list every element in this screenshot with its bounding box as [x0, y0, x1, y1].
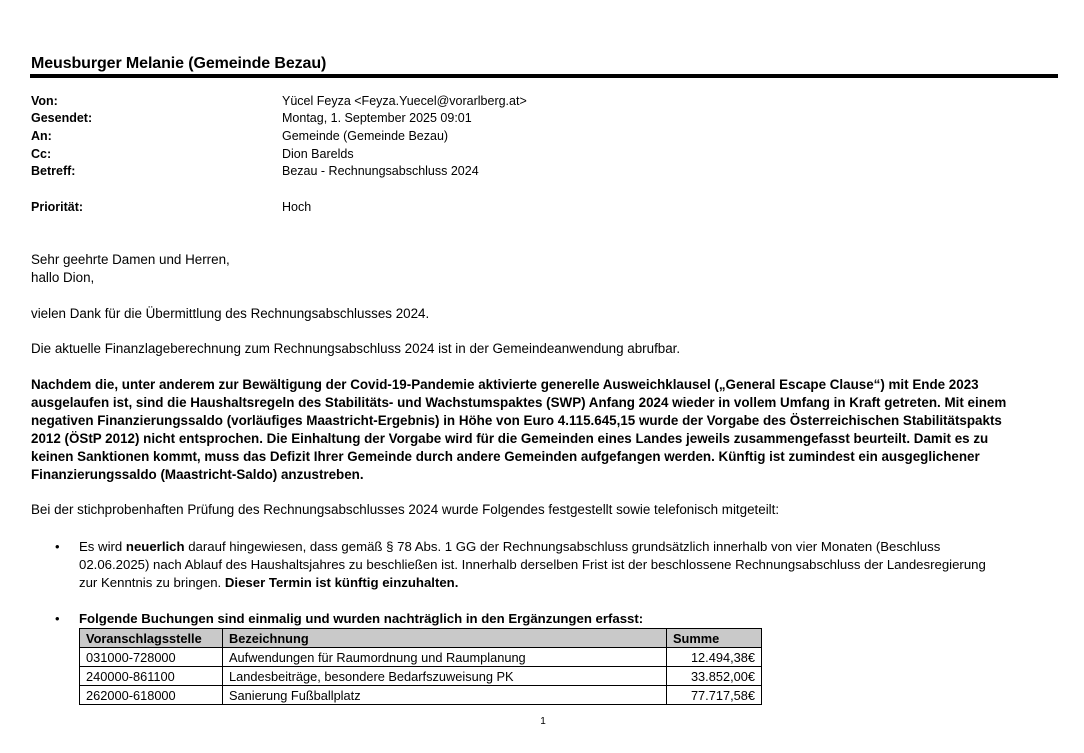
to-value: Gemeinde (Gemeinde Bezau): [282, 129, 449, 143]
table-cell: 262000-618000: [80, 686, 223, 705]
table-cell: Sanierung Fußballplatz: [223, 686, 667, 705]
to-label: An:: [31, 129, 52, 143]
table-row: [80, 667, 762, 686]
cc-label: Cc:: [31, 147, 52, 161]
subject-value: Bezau - Rechnungsabschluss 2024: [282, 164, 479, 178]
table-cell: 12.494,38€: [667, 648, 762, 667]
column-header: Voranschlagsstelle: [80, 629, 223, 648]
from-label: Von:: [31, 94, 58, 108]
table-cell: 240000-861100: [80, 667, 223, 686]
maastricht-line: Finanzierungssaldo (Maastricht-Saldo) anzustreben.: [31, 467, 364, 482]
maastricht-line: negativen Finanzierungssaldo (vorläufiges Maastricht-Ergebnis) in Höhe von Euro 4.115.645,15 wurde der Vorgabe des Österreichischen Stabilitätspakts: [31, 413, 1002, 428]
subject-label: Betreff:: [31, 164, 76, 178]
emphasis-text: neuerlich: [125, 539, 185, 554]
finance-info-paragraph: Die aktuelle Finanzlageberechnung zum Rechnungsabschluss 2024 ist in der Gemeindeanwendung abrufbar.: [31, 341, 681, 356]
bookings-bullet: Folgende Buchungen sind einmalig und wurden nachträglich in den Ergänzungen erfasst:: [79, 611, 644, 626]
bullet-marker: •: [55, 611, 60, 626]
column-header: Bezeichnung: [223, 629, 667, 648]
bookings-table: [79, 628, 762, 705]
table-cell: 77.717,58€: [667, 686, 762, 705]
thanks-paragraph: vielen Dank für die Übermittlung des Rechnungsabschlusses 2024.: [31, 306, 430, 321]
bullet-marker: •: [55, 539, 60, 554]
priority-value: Hoch: [282, 200, 312, 214]
deadline-line-2: 02.06.2025) nach Ablauf des Haushaltsjahres zu beschließen ist. Innerhalb derselben Frist ist der beschlossene Rechnungsabschluss der Landesregierung: [79, 557, 986, 572]
table-cell: Landesbeiträge, besondere Bedarfszuweisung PK: [223, 667, 667, 686]
deadline-line-1: Es wird neuerlich darauf hingewiesen, dass gemäß § 78 Abs. 1 GG der Rechnungsabschluss grundsätzlich innerhalb von vier Monaten (Beschluss: [79, 539, 941, 554]
page-title: Meusburger Melanie (Gemeinde Bezau): [31, 55, 327, 72]
greeting-line-1: Sehr geehrte Damen und Herren,: [31, 252, 230, 267]
maastricht-line: Nachdem die, unter anderem zur Bewältigung der Covid-19-Pandemie aktivierte generelle Ausweichklausel („General Escape Clause“) mit Ende 2023: [31, 377, 979, 392]
table-cell: Aufwendungen für Raumordnung und Raumplanung: [223, 648, 667, 667]
greeting-line-2: hallo Dion,: [31, 270, 95, 285]
maastricht-line: 2012 (ÖStP 2012) nicht entsprochen. Die Einhaltung der Vorgabe wird für die Gemeinden eines Landes jeweils zusammengefasst beurteilt. Damit es zu: [31, 431, 989, 446]
table-row: [80, 686, 762, 705]
deadline-line-3: zur Kenntnis zu bringen. Dieser Termin ist künftig einzuhalten.: [79, 575, 459, 590]
deadline-bullet: [79, 538, 1069, 592]
from-value: Yücel Feyza <Feyza.Yuecel@vorarlberg.at>: [282, 94, 527, 108]
page-number: 1: [540, 716, 546, 727]
sent-value: Montag, 1. September 2025 09:01: [282, 111, 472, 125]
cc-value: Dion Barelds: [282, 147, 354, 161]
greeting: [31, 251, 1061, 287]
emphasis-text: Dieser Termin ist künftig einzuhalten.: [224, 575, 459, 590]
maastricht-paragraph: [31, 376, 1061, 484]
table-cell: 33.852,00€: [667, 667, 762, 686]
table-cell: 031000-728000: [80, 648, 223, 667]
priority-label: Priorität:: [31, 200, 84, 214]
table-header-row: [80, 629, 762, 648]
maastricht-line: ausgelaufen ist, sind die Haushaltsregeln des Stabilitäts- und Wachstumspaktes (SWP) Anfang 2024 wieder in vollem Umfang in Kraft getreten. Mit einem: [31, 395, 1007, 410]
table-row: [80, 648, 762, 667]
sent-label: Gesendet:: [31, 111, 93, 125]
column-header: Summe: [667, 629, 762, 648]
audit-intro-paragraph: Bei der stichprobenhaften Prüfung des Rechnungsabschlusses 2024 wurde Folgendes festgestellt sowie telefonisch mitgeteilt:: [31, 502, 780, 517]
maastricht-line: keinen Sanktionen kommt, muss das Defizit Ihrer Gemeinde durch andere Gemeinden aufgefangen werden. Künftig ist zumindest ein ausgeglichener: [31, 449, 980, 464]
title-divider: [30, 74, 1058, 78]
